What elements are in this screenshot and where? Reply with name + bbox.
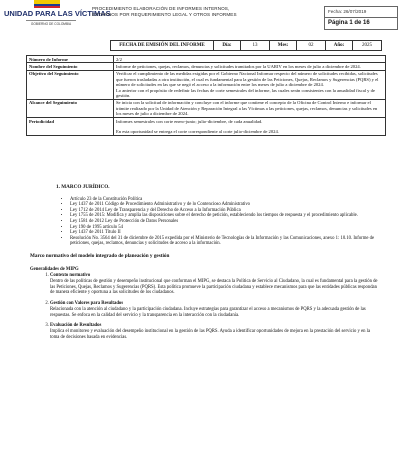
list-item <box>50 301 380 318</box>
month-value: 02 <box>297 41 326 50</box>
mipg-list <box>30 273 380 340</box>
row-value <box>114 70 386 99</box>
list-item: • Resolución No. 3564 del 31 de diciembre de 2015 expedida por el Ministerio de Tecnologías de la Información y las Comunicaciones, anexo 1: 10.10. Informe de peticiones, quejas, reclamos, denuncias y solicitudes de acceso a la información. <box>70 236 380 247</box>
table-row <box>27 63 386 70</box>
organization-logo <box>4 0 111 36</box>
row-key: Número de Informe <box>27 56 114 63</box>
emission-date-label: FECHA DE EMISIÓN DEL INFORME <box>111 41 214 50</box>
list-item: • Ley 1581 de 2012 Ley de Protección de Datos Personales <box>70 219 380 225</box>
objective-paragraph: Verificar el cumplimiento de las medidas exigidas por el Gobierno Nacional Informar respecto del número de solicitudes recibidas, solicitudes que fueron trasladadas a otra institución, el cual es fundamental para la gestión de las Peticiones, Quejas, Reclamos y Sugerencias (PQRS) y el número de solicitudes en las que se negó el acceso a la información entre los meses de julio a diciembre de 2024. <box>116 71 379 88</box>
list-item: • Artículo 23 de la Constitución Política <box>70 197 380 203</box>
list-item: • Ley 1712 de 2014 Ley de Transparencia y del Derecho de Acceso a la Información Pública <box>70 208 380 214</box>
subsection-heading-mipg: Generalidades de MIPG <box>30 266 79 272</box>
procedure-title: PROCEDIMIENTO ELABORACIÓN DE INFORMES INTERNOS, EXTERNOS POR REQUERIMIENTO LEGAL Y OTROS INFORMES <box>92 6 237 17</box>
item-title: 2. Gestión con Valores para Resultados <box>50 301 124 306</box>
periodicity-paragraph-2: En esta oportunidad se entrega el corte correspondiente al corte julio-diciembre de 2024. <box>116 128 279 134</box>
row-key: Objetivo del Seguimiento <box>27 70 114 99</box>
day-value: 13 <box>241 41 270 50</box>
legal-framework-list <box>30 197 380 247</box>
organization-name: UNIDAD PARA LAS VÍCTIMAS <box>4 9 111 18</box>
row-value: Se inicia con la solicitud de información y concluye con el informe que contiene el concepto de la Oficina de Control Interno e informar el trámite realizado por la Unidad de Atención y Reparación Integral a las Víctimas a las peticiones, quejas, reclamos, denuncias y solicitudes en los meses de julio a diciembre de 2024. <box>114 99 386 117</box>
item-text: Dentro de las políticas de gestión y desempeño institucional que conforman el MIPG, se destaca la Política de Servicio al Ciudadano, la cual es fundamental para la gestión de las Peticiones, Quejas, Reclamos y Sugerencias (PQRS). Esta política promueve la participación ciudadana y establece mecanismos para que las entidades públicas respondan de manera eficiente y oportuna a las solicitudes de los ciudadanos. <box>50 279 378 296</box>
list-item <box>50 323 380 340</box>
item-title: 3. Evaluación de Resultados <box>50 323 102 329</box>
year-label: Año: <box>326 41 353 50</box>
header-date: Fecha: 26/07/2019 <box>325 7 397 18</box>
emission-date-row <box>110 40 382 51</box>
list-item <box>50 273 380 296</box>
row-value <box>114 118 386 136</box>
table-row <box>27 70 386 99</box>
list-item: • Ley 1437 de 2011 Código de Procedimiento Administrativo y de lo Contencioso Administrativo <box>70 202 380 208</box>
document-header <box>0 0 400 38</box>
objective-paragraph-2: Lo anterior con el propósito de redefinir las fechas de corte semestrales del informe, las cuales serán consistentes con la anualidad fiscal y de gestión. <box>116 87 375 98</box>
page-number: Página 1 de 16 <box>328 20 370 26</box>
row-key: Nombre del Seguimiento <box>27 63 114 70</box>
row-key: Periodicidad <box>27 118 114 136</box>
document-body <box>30 185 380 346</box>
list-item: • Ley 190 de 1995 artículo 54 <box>70 225 380 231</box>
table-row <box>27 118 386 136</box>
row-value: 2/2 <box>114 56 386 63</box>
month-label: Mes: <box>270 41 297 50</box>
table-row <box>27 56 386 63</box>
list-item: • Ley 1755 de 2015: Modifica y amplía las disposiciones sobre el derecho de petición, estableciendo los tiempos de respuesta y el procedimiento aplicable. <box>70 213 380 219</box>
organization-subtitle: GOBIERNO DE COLOMBIA <box>26 20 76 26</box>
periodicity-paragraph: Informes semestrales con corte enero-junio; julio-diciembre, de cada anualidad. <box>116 118 263 124</box>
row-value: Informe de peticiones, quejas, reclamos, denuncias y solicitudes tramitados por la UARIV en los meses de julio a diciembre de 2024. <box>114 63 386 70</box>
report-info-table <box>26 55 386 136</box>
item-title: 1. Contexto normativo <box>50 273 91 279</box>
item-text: Relacionada con la atención al ciudadano y la participación ciudadana. Incluye estrategias para garantizar el acceso a mecanismos de PQRS y la adecuada gestión de las respuestas. Se enfoca en la calidad del servicio y la transparencia en la interacción con la ciudadanía. <box>50 307 366 318</box>
section-heading-marco-normativo: Marco normativo del modelo integrado de planeación y gestión <box>30 252 170 259</box>
item-text: Implica el monitoreo y evaluación del desempeño institucional en la gestión de las PQRS. Ayuda a identificar oportunidades de mejora en la prestación del servicio y en la toma de decisiones basada en evidencias. <box>50 329 371 340</box>
section-heading-marco-juridico: 1. MARCO JURÍDICO. <box>56 184 110 190</box>
day-label: Día: <box>214 41 241 50</box>
list-item: • Ley 1437 de 2011 Título II <box>70 230 380 236</box>
header-meta-box <box>324 6 398 30</box>
table-row <box>27 99 386 117</box>
year-value: 2025 <box>362 43 372 48</box>
row-key: Alcance del Seguimiento <box>27 99 114 117</box>
colombia-flag-icon <box>34 0 60 8</box>
